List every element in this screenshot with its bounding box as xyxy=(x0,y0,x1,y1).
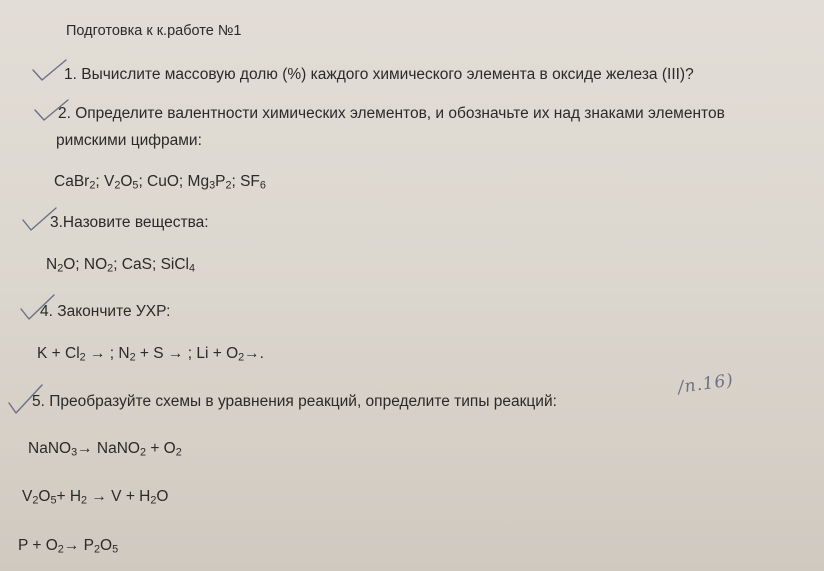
formula-subscript: 2 xyxy=(225,179,232,192)
task-4-text: 4. Закончите УХР: xyxy=(40,303,171,320)
task-5-formula-1: NaNO$_3$→ NaNO$_2$ + $O_2$ xyxy=(28,440,182,459)
page-title: Подготовка к к.работе №1 xyxy=(66,23,242,39)
task-1-text: 1. Вычислите массовую долю (%) каждого химического элемента в оксиде железа (III)? xyxy=(64,66,694,83)
formula-subscript: 2 xyxy=(57,543,64,556)
task-5-formula-2: $V_2O_5+ H_2 \to V + H_2O$ xyxy=(22,488,169,507)
formula-subscript: 5 xyxy=(132,179,139,192)
task-5-text: 5. Преобразуйте схемы в уравнения реакций, определите типы реакций: xyxy=(32,393,557,410)
formula-subscript: 3 xyxy=(209,179,216,192)
task-2-formula: CaBr$_2$; $V_2O_5$; CuO; $Mg_3P_2$; $SF_6$ xyxy=(54,173,266,192)
handwritten-note: /п.16) xyxy=(676,370,736,398)
formula-subscript: 2 xyxy=(114,179,121,192)
formula-subscript: 2 xyxy=(32,494,39,507)
formula-subscript: 2 xyxy=(129,351,136,364)
task-5-formula-3: $P + O_2\to P_2O_5$ xyxy=(18,537,119,556)
task-3-text: 3.Назовите вещества: xyxy=(50,214,209,231)
formula-subscript: 6 xyxy=(259,179,266,192)
formula-subscript: 2 xyxy=(139,446,147,459)
task-4-formula: $K + Cl_2$ → ; $N_2 + S$ → ; $Li + O_2\to$. xyxy=(37,345,264,364)
task-2-text-line2: римскими цифрами: xyxy=(56,132,202,149)
formula-subscript: 2 xyxy=(79,351,86,364)
formula-subscript: 2 xyxy=(81,494,88,507)
formula-subscript: 2 xyxy=(107,262,114,275)
task-2-text-line1: 2. Определите валентности химических элементов, и обозначьте их над знаками элементов xyxy=(58,105,725,122)
formula-subscript: 2 xyxy=(238,351,245,364)
formula-subscript: 2 xyxy=(175,446,182,459)
formula-subscript: 5 xyxy=(112,543,119,556)
formula-subscript: 2 xyxy=(57,262,64,275)
formula-subscript: 3 xyxy=(71,446,78,459)
formula-subscript: 5 xyxy=(50,494,57,507)
formula-subscript: 2 xyxy=(150,494,157,507)
task-3-formula: $N_2O$; $NO_2$; CaS; SiCl$_4$ xyxy=(46,256,196,275)
formula-subscript: 2 xyxy=(93,543,100,556)
formula-subscript: 2 xyxy=(89,179,96,192)
formula-subscript: 4 xyxy=(189,262,196,275)
